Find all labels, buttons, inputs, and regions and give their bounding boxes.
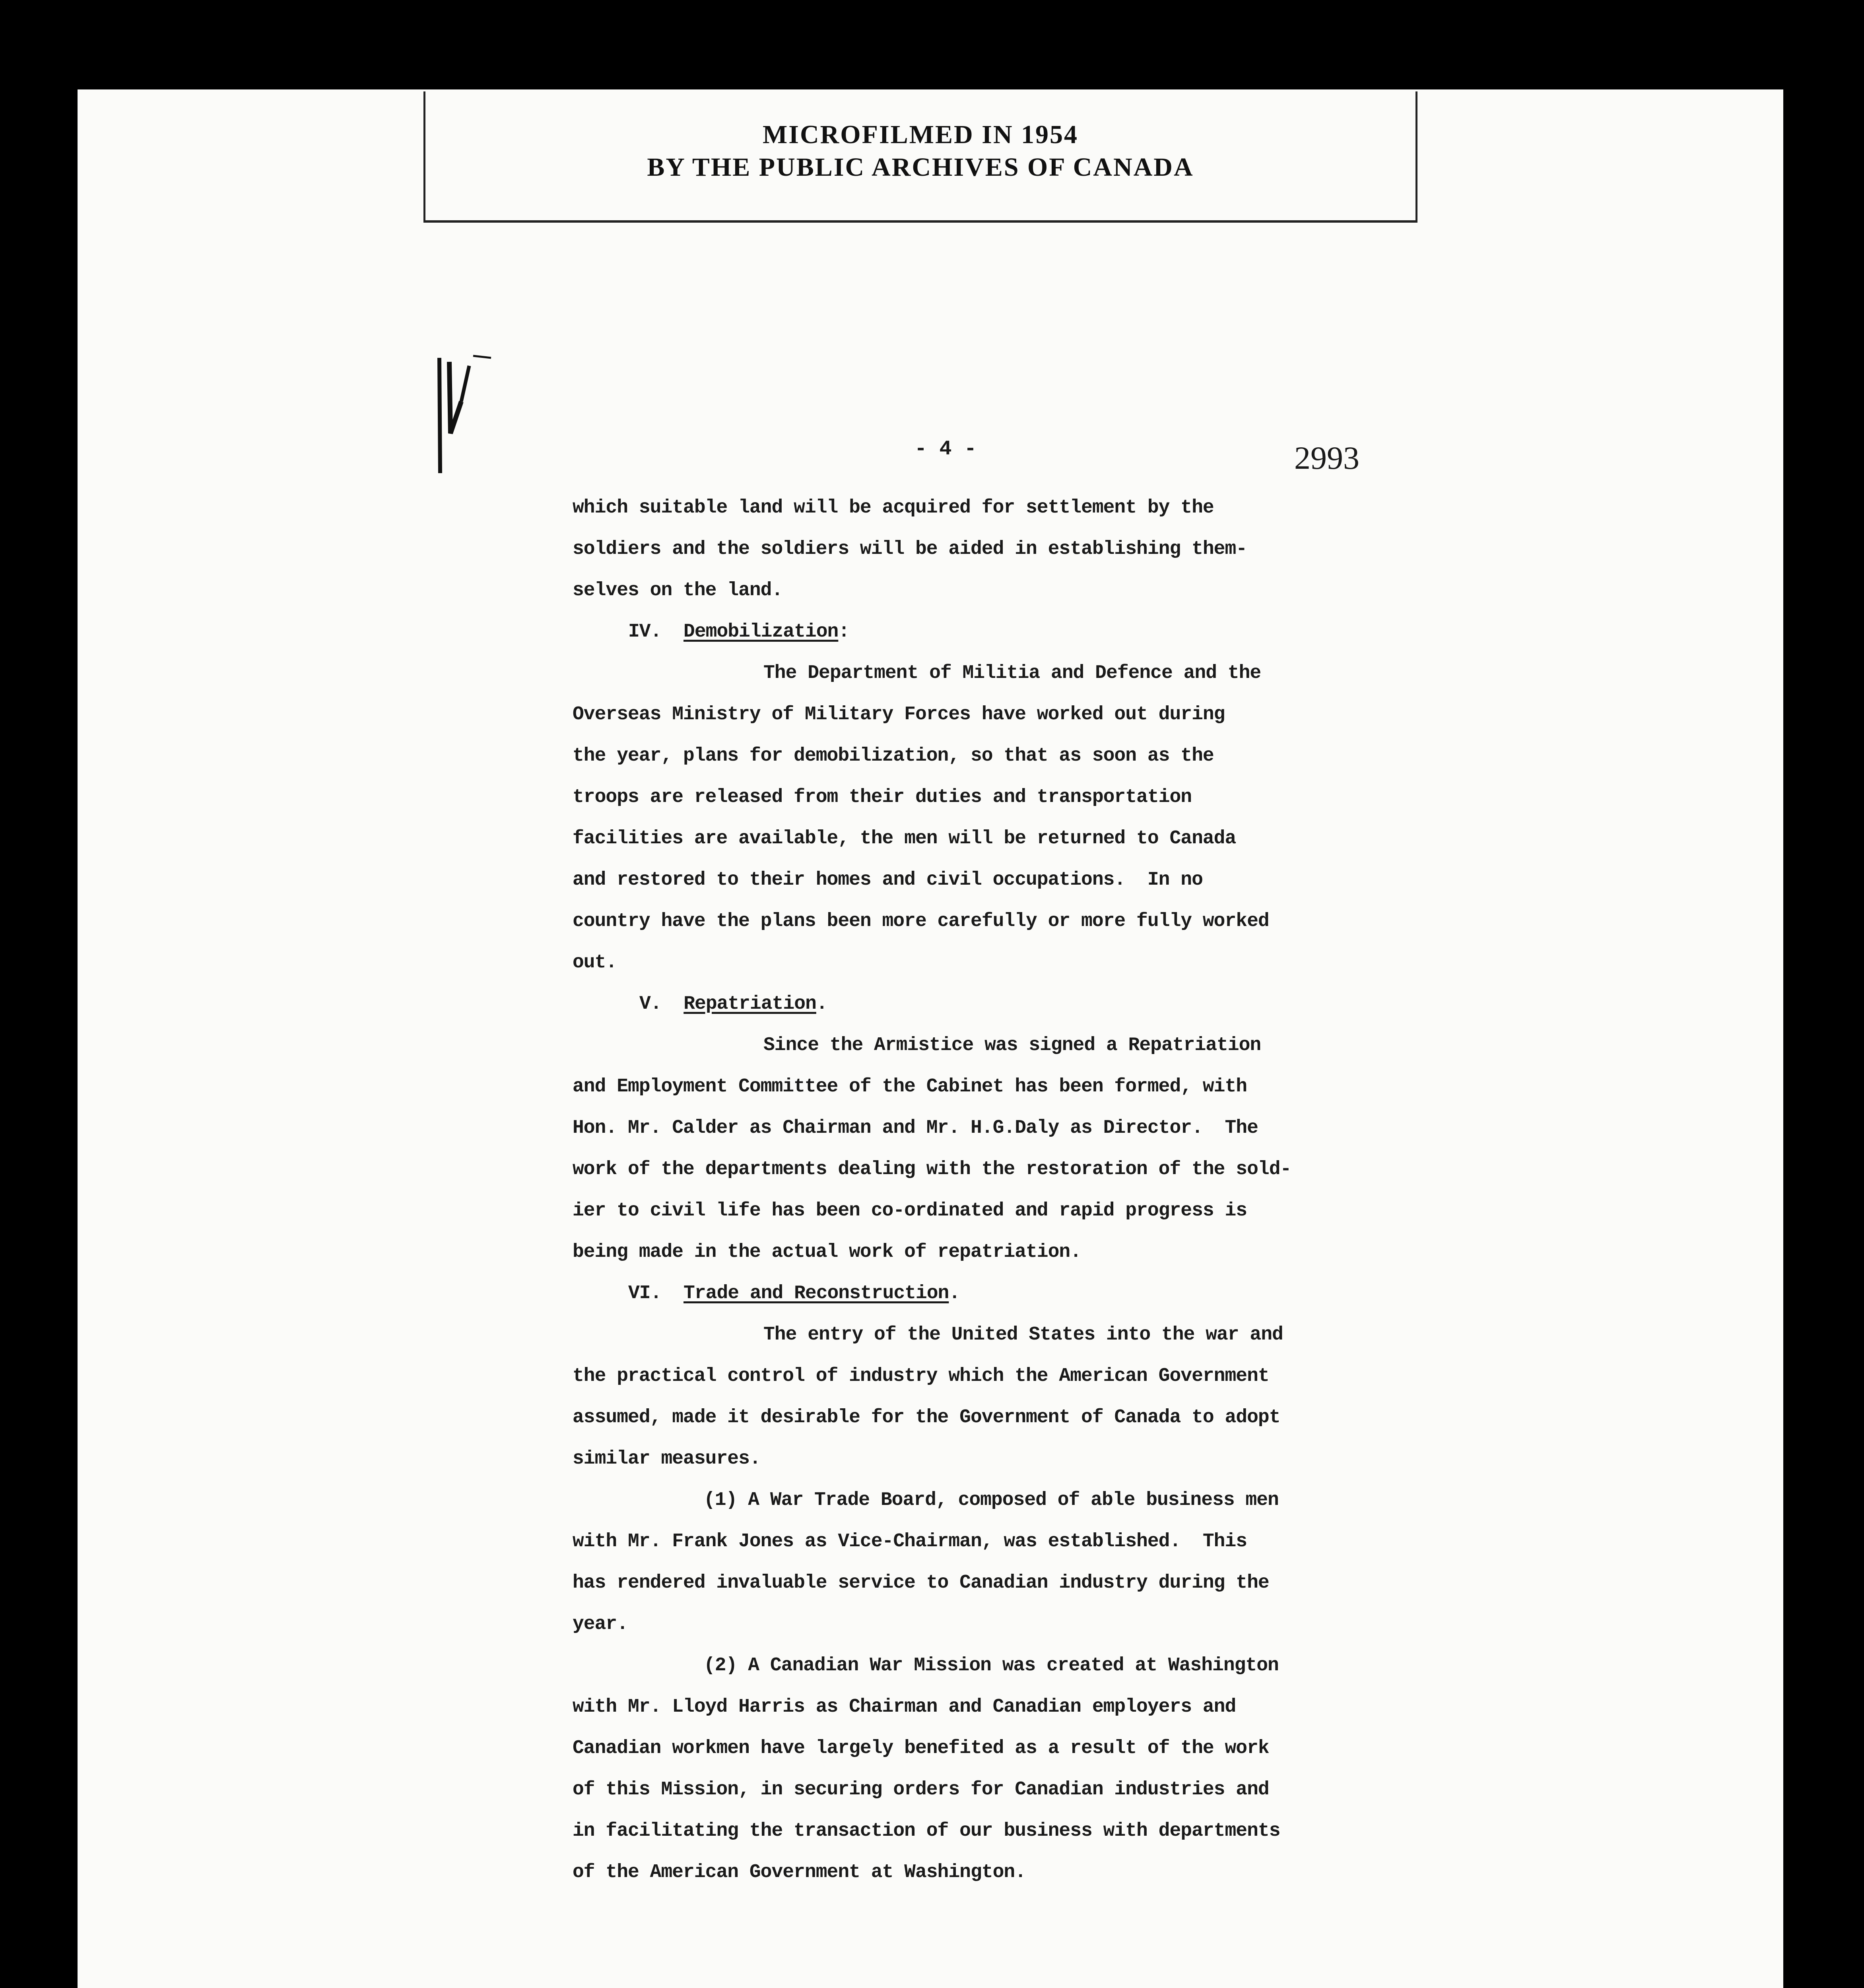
- section-heading-iv: [573, 611, 1400, 652]
- sec4-line-8: out.: [573, 952, 617, 973]
- sec5-line-4: work of the departments dealing with the restoration of the sold-: [573, 1159, 1291, 1180]
- sec4-line-4: troops are released from their duties and transportation: [573, 786, 1192, 808]
- sec6-line-3: assumed, made it desirable for the Government of Canada to adopt: [573, 1407, 1280, 1428]
- section-title-punct: .: [816, 993, 827, 1015]
- section-title-punct: .: [949, 1283, 960, 1304]
- section-title: Demobilization: [683, 621, 839, 643]
- sec4-line-5: facilities are available, the men will be returned to Canada: [573, 828, 1236, 849]
- sec6-line-2: the practical control of industry which the American Government: [573, 1365, 1269, 1387]
- stamp-line-1: MICROFILMED IN 1954: [763, 120, 1078, 149]
- page-number: - 4 -: [915, 437, 977, 461]
- sec5-line-5: ier to civil life has been co-ordinated and rapid progress is: [573, 1200, 1247, 1221]
- section-number: V.: [639, 993, 662, 1015]
- body-line-3: selves on the land.: [573, 580, 783, 601]
- sec4-line-7: country have the plans been more carefully or more fully worked: [573, 911, 1269, 932]
- section-heading-v: [573, 983, 1400, 1025]
- item2-line-4: of this Mission, in securing orders for Canadian industries and: [573, 1779, 1269, 1800]
- sec4-line-2: Overseas Ministry of Military Forces have worked out during: [573, 704, 1225, 725]
- sec4-line-3: the year, plans for demobilization, so that as soon as the: [573, 745, 1214, 767]
- section-title: Trade and Reconstruction: [683, 1283, 949, 1304]
- item1-line-1: (1) A War Trade Board, composed of able business men: [704, 1489, 1279, 1511]
- section-heading-vi: [573, 1273, 1400, 1314]
- item2-line-3: Canadian workmen have largely benefited as a result of the work: [573, 1738, 1269, 1759]
- typed-page-body: [573, 443, 1400, 1893]
- section-title-punct: :: [838, 621, 850, 643]
- sec6-line-4: similar measures.: [573, 1448, 761, 1470]
- sec5-line-2: and Employment Committee of the Cabinet has been formed, with: [573, 1076, 1247, 1097]
- item1-line-3: has rendered invaluable service to Canadian industry during the: [573, 1572, 1269, 1594]
- sec6-line-1: The entry of the United States into the war and: [763, 1324, 1283, 1345]
- handwritten-margin-mark: [431, 354, 511, 497]
- body-line-2: soldiers and the soldiers will be aided in establishing them-: [573, 538, 1247, 560]
- section-number: VI.: [628, 1283, 662, 1304]
- item2-line-2: with Mr. Lloyd Harris as Chairman and Canadian employers and: [573, 1696, 1236, 1718]
- stamp-line-2: BY THE PUBLIC ARCHIVES OF CANADA: [647, 153, 1194, 182]
- sec4-line-6: and restored to their homes and civil occupations. In no: [573, 869, 1203, 891]
- item1-line-4: year.: [573, 1613, 628, 1635]
- item2-line-1: (2) A Canadian War Mission was created at Washington: [704, 1655, 1279, 1676]
- document-number: 2993: [1294, 440, 1359, 476]
- microfilm-stamp: [423, 91, 1417, 223]
- item2-line-5: in facilitating the transaction of our business with departments: [573, 1820, 1280, 1842]
- section-number: IV.: [628, 621, 662, 643]
- item2-line-6: of the American Government at Washington.: [573, 1862, 1026, 1883]
- sec5-line-6: being made in the actual work of repatriation.: [573, 1241, 1082, 1263]
- sec4-line-1: The Department of Militia and Defence and the: [763, 662, 1261, 684]
- item1-line-2: with Mr. Frank Jones as Vice-Chairman, was established. This: [573, 1531, 1247, 1552]
- sec5-line-1: Since the Armistice was signed a Repatriation: [763, 1035, 1261, 1056]
- section-title: Repatriation: [683, 993, 816, 1015]
- sec5-line-3: Hon. Mr. Calder as Chairman and Mr. H.G.Daly as Director. The: [573, 1117, 1258, 1139]
- body-line-1: which suitable land will be acquired for settlement by the: [573, 497, 1214, 518]
